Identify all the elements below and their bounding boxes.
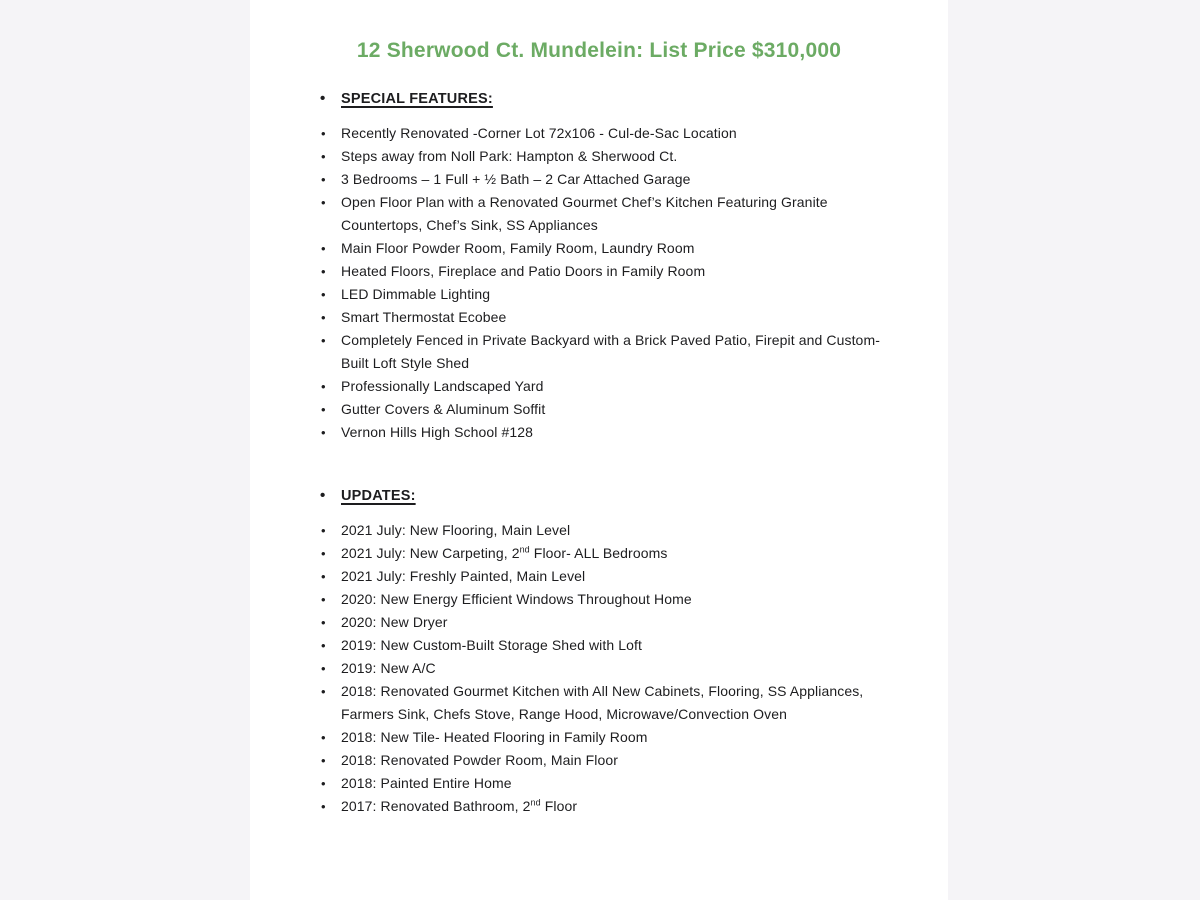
list-item: • 2021 July: New Flooring, Main Level <box>341 519 886 542</box>
list-item: • 2019: New A/C <box>341 657 886 680</box>
updates-list <box>341 519 886 818</box>
list-item: • 2020: New Energy Efficient Windows Throughout Home <box>341 588 886 611</box>
list-item: • Recently Renovated -Corner Lot 72x106 - Cul-de-Sac Location <box>341 122 886 145</box>
list-item: • 3 Bedrooms – 1 Full + ½ Bath – 2 Car Attached Garage <box>341 168 886 191</box>
special-features-heading <box>320 90 898 109</box>
list-item: • Professionally Landscaped Yard <box>341 375 886 398</box>
section-updates <box>320 487 898 818</box>
list-item: • 2020: New Dryer <box>341 611 886 634</box>
list-item: • 2019: New Custom-Built Storage Shed with Loft <box>341 634 886 657</box>
list-item: • 2018: Renovated Gourmet Kitchen with All New Cabinets, Flooring, SS Appliances, Farmers Sink, Chefs Stove, Range Hood, Microwave/Convection Oven <box>341 680 886 726</box>
updates-heading-label: UPDATES: <box>341 488 416 504</box>
list-item: • 2018: Renovated Powder Room, Main Floor <box>341 749 886 772</box>
special-features-heading-label: SPECIAL FEATURES: <box>341 91 493 107</box>
list-item: • Vernon Hills High School #128 <box>341 421 886 444</box>
list-item: • LED Dimmable Lighting <box>341 283 886 306</box>
page-title: 12 Sherwood Ct. Mundelein: List Price $310,000 <box>356 39 842 62</box>
list-item: • 2021 July: New Carpeting, 2nd Floor- ALL Bedrooms <box>341 542 886 565</box>
list-item: • 2021 July: Freshly Painted, Main Level <box>341 565 886 588</box>
list-item: • Completely Fenced in Private Backyard with a Brick Paved Patio, Firepit and Custom-Built Loft Style Shed <box>341 329 886 375</box>
special-features-list <box>341 122 886 444</box>
list-item: • Smart Thermostat Ecobee <box>341 306 886 329</box>
updates-heading <box>320 487 898 506</box>
list-item: • Steps away from Noll Park: Hampton & Sherwood Ct. <box>341 145 886 168</box>
document-page <box>250 0 948 900</box>
bullet-icon: • <box>320 90 326 107</box>
list-item: • 2018: Painted Entire Home <box>341 772 886 795</box>
section-special-features <box>320 90 898 444</box>
list-item: • Heated Floors, Fireplace and Patio Doors in Family Room <box>341 260 886 283</box>
list-item: • Main Floor Powder Room, Family Room, Laundry Room <box>341 237 886 260</box>
list-item: • 2018: New Tile- Heated Flooring in Family Room <box>341 726 886 749</box>
list-item: • Gutter Covers & Aluminum Soffit <box>341 398 886 421</box>
document-content <box>250 90 948 818</box>
bullet-icon: • <box>320 487 326 504</box>
list-item: • 2017: Renovated Bathroom, 2nd Floor <box>341 795 886 818</box>
list-item: • Open Floor Plan with a Renovated Gourmet Chef’s Kitchen Featuring Granite Countertops, Chef’s Sink, SS Appliances <box>341 191 886 237</box>
